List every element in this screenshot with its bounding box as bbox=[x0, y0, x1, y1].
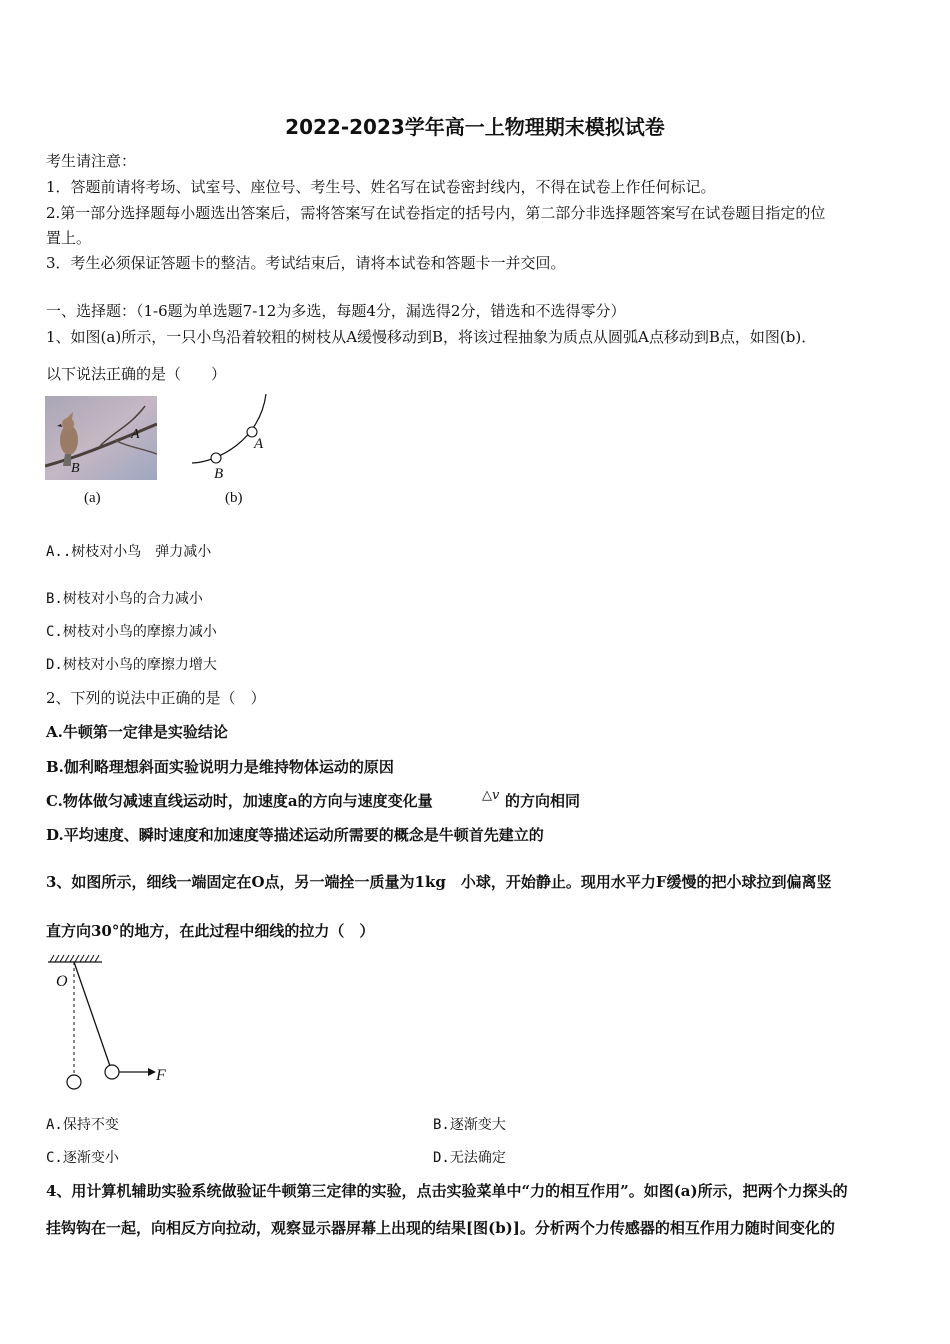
arc-diagram bbox=[188, 392, 278, 487]
q1-option-d: D.树枝对小鸟的摩擦力增大 bbox=[46, 657, 217, 673]
label-o: O bbox=[56, 973, 68, 990]
label-a: A bbox=[131, 427, 140, 442]
q2-option-d: D.平均速度、瞬时速度和加速度等描述运动所需要的概念是牛顿首先建立的 bbox=[46, 826, 544, 844]
notice-item: 2.第一部分选择题每小题选出答案后，需将答案写在试卷指定的括号内，第二部分非选择题答案写在试卷题目指定的位 bbox=[46, 204, 826, 222]
q4-stem: 4、用计算机辅助实验系统做验证牛顿第三定律的实验，点击实验菜单中“力的相互作用”。如图(a)所示，把两个力探头的 bbox=[46, 1182, 848, 1200]
section-heading: 一、选择题：（1-6题为单选题7-12为多选，每题4分，漏选得2分，错选和不选得零分） bbox=[46, 302, 626, 320]
q3-stem-cont: 直方向30°的地方，在此过程中细线的拉力（ ） bbox=[46, 922, 375, 940]
page-title: 2022-2023学年高一上物理期末模拟试卷 bbox=[285, 115, 665, 139]
fig-b-caption: (b) bbox=[225, 490, 243, 506]
q3-stem: 3、如图所示，细线一端固定在O点，另一端拴一质量为1kg 小球，开始静止。现用水平力F缓慢的把小球拉到偏离竖 bbox=[46, 873, 832, 891]
q3-option-b: B.逐渐变大 bbox=[433, 1117, 506, 1133]
arc-label-b: B bbox=[214, 466, 224, 482]
q1-stem: 1、如图(a)所示，一只小鸟沿着较粗的树枝从A缓慢移动到B，将该过程抽象为质点从圆弧A点移动到B点，如图(b)． bbox=[46, 328, 817, 346]
label-b: B bbox=[71, 461, 80, 476]
q1-option-c: C.树枝对小鸟的摩擦力减小 bbox=[46, 624, 217, 640]
q4-stem-cont: 挂钩钩在一起，向相反方向拉动，观察显示器屏幕上出现的结果[图(b)]。分析两个力传感器的相互作用力随时间变化的 bbox=[46, 1219, 835, 1237]
notice-item: 置上。 bbox=[46, 229, 92, 247]
arc-label-a: A bbox=[254, 436, 264, 452]
q2-option-c: C.物体做匀减速直线运动时，加速度a的方向与速度变化量 bbox=[46, 792, 433, 810]
q2-option-a: A.牛顿第一定律是实验结论 bbox=[46, 723, 228, 741]
q3-option-d: D.无法确定 bbox=[433, 1150, 506, 1166]
q2-option-c-cont: 的方向相同 bbox=[505, 792, 581, 810]
label-f: F bbox=[156, 1067, 166, 1084]
bird-photo bbox=[45, 396, 157, 480]
q3-option-a: A.保持不变 bbox=[46, 1117, 119, 1133]
fig-a-caption: (a) bbox=[84, 490, 101, 506]
q2-stem: 2、下列的说法中正确的是（ ） bbox=[46, 689, 266, 707]
q2-option-b: B.伽利略理想斜面实验说明力是维持物体运动的原因 bbox=[46, 758, 394, 776]
q3-option-c: C.逐渐变小 bbox=[46, 1150, 119, 1166]
pendulum-diagram bbox=[44, 952, 184, 1097]
delta-v-symbol: △v bbox=[482, 788, 500, 803]
notice-item: 3．考生必须保证答题卡的整洁。考试结束后，请将本试卷和答题卡一并交回。 bbox=[46, 254, 566, 272]
q1-stem-cont: 以下说法正确的是（ ） bbox=[46, 365, 227, 383]
notice-item: 1．答题前请将考场、试室号、座位号、考生号、姓名写在试卷密封线内，不得在试卷上作任何标记。 bbox=[46, 178, 716, 196]
q1-option-a: A..树枝对小鸟 弹力减小 bbox=[46, 544, 212, 560]
notice-heading: 考生请注意： bbox=[46, 152, 137, 170]
q1-option-b: B.树枝对小鸟的合力减小 bbox=[46, 591, 203, 607]
